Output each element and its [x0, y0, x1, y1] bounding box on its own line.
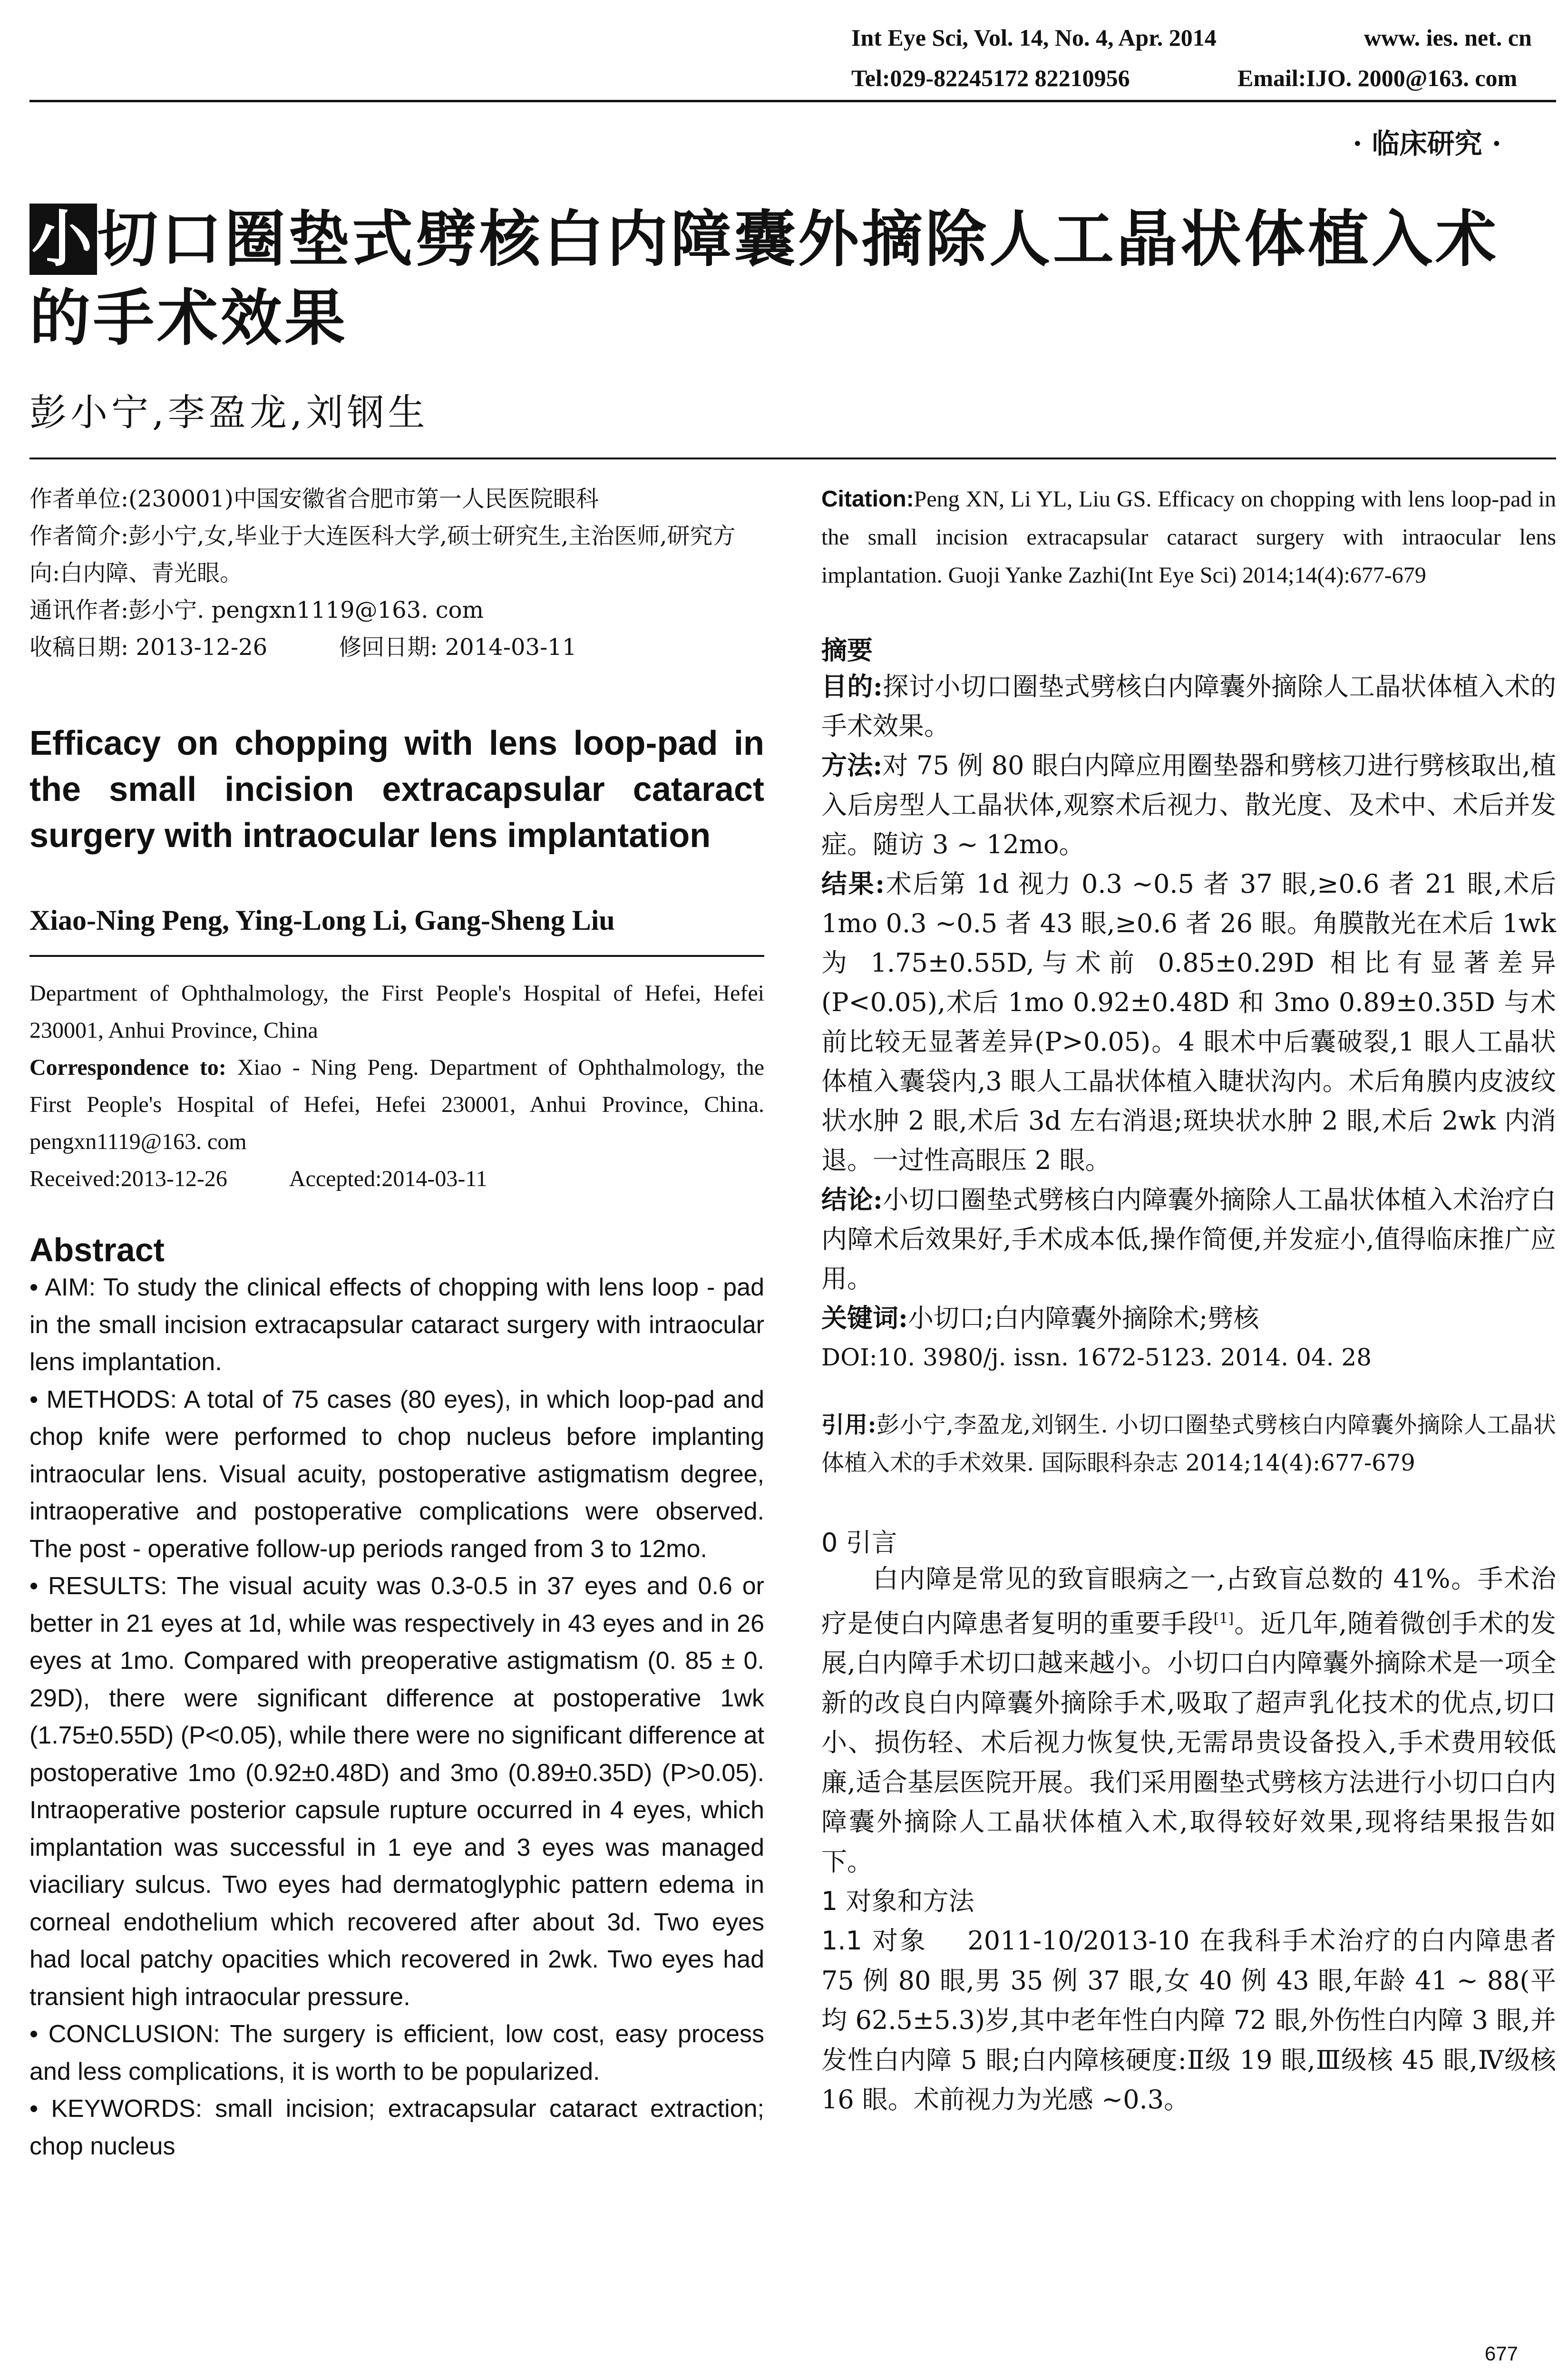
abstract-conclusion: • CONCLUSION: The surgery is efficient, low cost, easy process and less complications, it is worth to be popularized. — [29, 2020, 764, 2085]
author-info-cn — [29, 480, 764, 666]
abstract-cn-keywords — [821, 1298, 1556, 1338]
abstract-aim: • AIM: To study the clinical effects of chopping with lens loop - pad in the small incision extracapsular cataract surgery with intraocular lens implantation. — [29, 1274, 764, 1376]
conclusion-text-cn: 小切口圈垫式劈核白内障囊外摘除人工晶状体植入术治疗白内障术后效果好,手术成本低,操作简便,并发症小,值得临床推广应用。 — [821, 1185, 1557, 1294]
citation-cn-label: 引用: — [821, 1412, 877, 1438]
citation-cn-text: 彭小宁,李盈龙,刘钢生. 小切口圈垫式劈核白内障囊外摘除人工晶状体植入术的手术效果. 国际眼科杂志 2014;14(4):677-679 — [821, 1412, 1556, 1476]
corresponding-author: 通讯作者:彭小宁. pengxn1119@163. com — [29, 597, 484, 623]
journal-info: Int Eye Sci, Vol. 14, No. 4, Apr. 2014 — [851, 24, 1217, 51]
department-en: Department of Ophthalmology, the First People's Hospital of Hefei, Hefei 230001, Anhui Province, China — [29, 981, 764, 1043]
title-rest: 切口圈垫式劈核白内障囊外摘除人工晶状体植入术的手术效果 — [29, 204, 1500, 354]
accepted-date-en: Accepted:2014-03-11 — [289, 1166, 487, 1191]
citation-en — [821, 480, 1556, 594]
affiliation-en — [29, 975, 764, 1198]
title-first-char: 小 — [29, 204, 97, 275]
results-label-cn: 结果: — [821, 868, 885, 899]
abstract-cn-conclusion — [821, 1180, 1556, 1298]
left-column — [29, 480, 764, 2165]
author-bio: 作者简介:彭小宁,女,毕业于大连医科大学,硕士研究生,主治医师,研究方向:白内障、青光眼。 — [29, 523, 736, 586]
abstract-methods: • METHODS: A total of 75 cases (80 eyes), in which loop-pad and chop knife were performed to chop nucleus before implanting intraocular lens. Visual acuity, postoperative astigmatism degree, intraoperative and postoperative complications were observed. The post - operative follow-up periods ranged from 3 to 12mo. — [29, 1385, 764, 1563]
authors-cn: 彭小宁,李盈龙,刘钢生 — [29, 391, 429, 434]
header-rule — [29, 100, 1556, 102]
results-text-cn: 术后第 1d 视力 0.3 ~0.5 者 37 眼,≥0.6 者 21 眼,术后 1mo 0.3 ~0.5 者 43 眼,≥0.6 者 26 眼。角膜散光在术后 1wk 为 1.75±0.55D,与术前 0.85±0.29D 相比有显著差异(P<0.05),术后 1mo 0.92±0.48D 和 3mo 0.89±0.35D 与术前比较无显著差异(P>0.05)。4 眼术中后囊破裂,1 眼人工晶状体植入囊袋内,3 眼人工晶状体植入睫状沟内。术后角膜内皮波纹状水肿 2 眼,术后 3d 左右消退;斑块状水肿 2 眼,术后 2wk 内消退。一过性高眼压 2 眼。 — [821, 869, 1556, 1175]
aim-label-cn: 目的: — [821, 671, 883, 701]
intro-text-a: 白内障是常见的致盲眼病之一,占致盲总数的 41%。手术治疗是使白内障患者复明的重要手段 — [821, 1564, 1556, 1638]
citation-label: Citation: — [821, 487, 914, 512]
authors-en: Xiao-Ning Peng, Ying-Long Li, Gang-Sheng Liu — [29, 905, 615, 936]
abstract-keywords: • KEYWORDS: small incision; extracapsular cataract extraction; chop nucleus — [29, 2095, 764, 2160]
abstract-cn-methods — [821, 746, 1556, 864]
page-number: 677 — [1484, 2342, 1518, 2365]
received-date-cn: 收稿日期: 2013-12-26 — [29, 634, 268, 661]
methods-label-cn: 方法: — [821, 750, 883, 780]
abstract-cn-heading: 摘要 — [821, 635, 873, 665]
abstract-heading: Abstract — [29, 1231, 165, 1268]
article-title-cn — [29, 200, 1551, 358]
doi[interactable]: DOI:10. 3980/j. issn. 1672-5123. 2014. 04. 28 — [821, 1344, 1372, 1371]
section-1-1-text: 2011-10/2013-10 在我科手术治疗的白内障患者 75 例 80 眼,男 35 例 37 眼,女 40 例 43 眼,年龄 41 ~ 88(平均 62.5±5.3)岁,其中老年性白内障 72 眼,外伤性白内障 3 眼,并发性白内障 5 眼;白内障核硬度:Ⅱ级 19 眼,Ⅲ级核 45 眼,Ⅳ级核 16 眼。术前视力为光感 ~0.3。 — [821, 1926, 1556, 2114]
keywords-label-cn: 关键词: — [821, 1303, 908, 1333]
abstract-results: • RESULTS: The visual acuity was 0.3-0.5 in 37 eyes and 0.6 or better in 21 eyes at 1d, while was respectively in 43 eyes and in 26 eyes at 1mo. Compared with preoperative astigmatism (0. 85 ± 0. 29D), there were significant difference at postoperative 1wk (1.75±0.55D) (P<0.05), while there were no significant difference at postoperative 1mo (0.92±0.48D) and 3mo (0.89±0.35D) (P>0.05). Intraoperative posterior capsule rupture occurred in 4 eyes, which implantation was successful in 1 eye and 3 eyes was managed viaciliary sulcus. Two eyes had dermatoglyphic pattern edema in corneal endothelium which recovered after about 3d. Two eyes had local patchy opacities which recovered in 2wk. Two eyes had transient high intraocular pressure. — [29, 1572, 764, 2011]
citation-text: Peng XN, Li YL, Liu GS. Efficacy on chopping with lens loop-pad in the small incision extracapsular cataract surgery with intraocular lens implantation. Guoji Yanke Zazhi(Int Eye Sci) 2014;14(4):677-679 — [821, 487, 1556, 588]
authors-rule — [29, 955, 764, 957]
correspondence-label: Correspondence to: — [29, 1055, 226, 1080]
intro-text-b: 。近几年,随着微创手术的发展,白内障手术切口越来越小。小切口白内障囊外摘除术是一项全新的改良白内障囊外摘除手术,吸取了超声乳化技术的优点,切口小、损伤轻、术后视力恢复快,无需昂贵设备投入,手术费用较低廉,适合基层医院开展。我们采用圈垫式劈核方法进行小切口白内障囊外摘除人工晶状体植入术,取得较好效果,现将结果报告如下。 — [821, 1608, 1556, 1877]
citation-cn — [821, 1406, 1556, 1482]
section-0-heading: 0 引言 — [821, 1528, 897, 1558]
revised-date-cn: 修回日期: 2014-03-11 — [339, 634, 577, 661]
received-date-en: Received:2013-12-26 — [29, 1166, 227, 1191]
section-0-paragraph — [821, 1559, 1556, 1881]
journal-website[interactable]: www. ies. net. cn — [1364, 24, 1532, 51]
journal-tel: Tel:029-82245172 82210956 — [851, 65, 1130, 91]
methods-text-cn: 对 75 例 80 眼白内障应用圈垫器和劈核刀进行劈核取出,植入后房型人工晶状体,观察术后视力、散光度、及术中、术后并发症。随访 3 ~ 12mo。 — [821, 750, 1557, 859]
section-1-1-paragraph — [821, 1921, 1556, 2120]
correspondence-en — [29, 1049, 764, 1160]
journal-email[interactable]: Email:IJO. 2000@163. com — [1237, 65, 1518, 91]
abstract-cn-results — [821, 864, 1556, 1180]
title-rule — [29, 458, 1556, 459]
dates-en — [29, 1160, 764, 1198]
section-tag: · 临床研究 · — [1353, 127, 1501, 160]
right-column — [821, 480, 1556, 2120]
correspondence-text: Xiao - Ning Peng. Department of Ophthalmology, the First People's Hospital of Hefei, Hefei 230001, Anhui Province, China. pengxn1119@163. com — [29, 1055, 765, 1154]
conclusion-label-cn: 结论: — [821, 1184, 883, 1215]
section-1-1-label: 1.1 对象 — [821, 1926, 927, 1956]
section-1-heading: 1 对象和方法 — [821, 1886, 974, 1916]
aim-text-cn: 探讨小切口圈垫式劈核白内障囊外摘除人工晶状体植入术的手术效果。 — [821, 672, 1557, 741]
dates-cn — [29, 629, 764, 666]
reference-1[interactable]: [1] — [1213, 1610, 1234, 1627]
author-unit: 作者单位:(230001)中国安徽省合肥市第一人民医院眼科 — [29, 486, 599, 512]
article-title-en: Efficacy on chopping with lens loop-pad in the small incision extracapsular cataract surgery with intraocular lens implantation — [29, 724, 764, 855]
abstract-cn-aim — [821, 667, 1556, 746]
keywords-text-cn: 小切口;白内障囊外摘除术;劈核 — [907, 1303, 1259, 1333]
